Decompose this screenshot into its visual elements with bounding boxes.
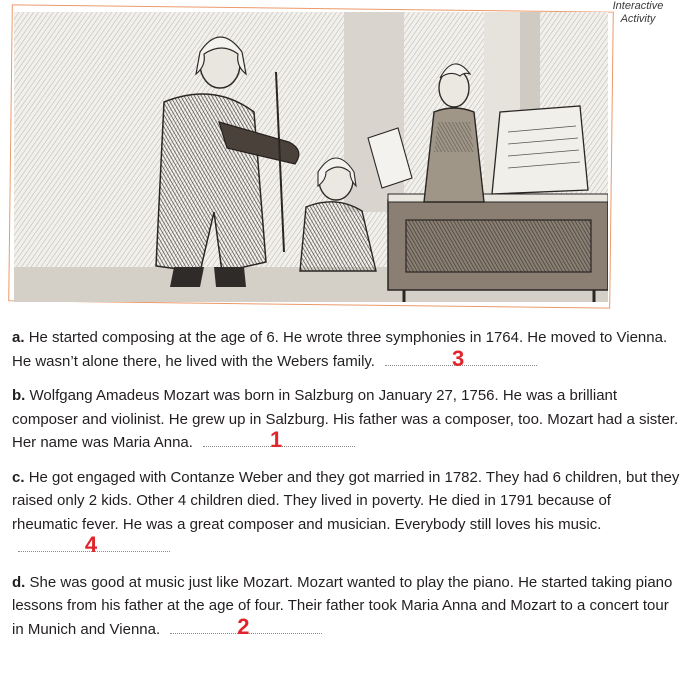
paragraph-text: He got engaged with Contanze Weber and they got married in 1782. They had 6 children, but they raised only 2 kids. Other 4 children died. They lived in poverty. He died in 1791 because of rheumatic fever. He was a great composer and musician. Everybody still loves his music. bbox=[12, 468, 680, 533]
answer-blank[interactable] bbox=[170, 613, 322, 639]
paragraph-text: Wolfgang Amadeus Mozart was born in Salzburg on January 27, 1756. He was a brilliant composer and violinist. He grew up in Salzburg. His father was a composer, too. Mozart had a sister. Her name was Maria Anna. bbox=[12, 387, 679, 451]
paragraph-text: She was good at music just like Mozart. Mozart wanted to play the piano. He started taking piano lessons from his father at the age of four. Their father took Maria Anna and Mozart to a concert tour in Munich and Vienna. bbox=[12, 573, 673, 638]
paragraph-b bbox=[12, 384, 680, 455]
paragraph-letter: b. bbox=[12, 387, 26, 404]
paragraph-c bbox=[12, 466, 680, 560]
answer-number: 4 bbox=[84, 532, 98, 557]
answer-blank[interactable] bbox=[18, 532, 170, 557]
answer-number: 1 bbox=[269, 427, 283, 452]
paragraph-letter: a. bbox=[12, 329, 25, 346]
badge-line-2: Activity bbox=[620, 13, 656, 25]
answer-blank[interactable] bbox=[203, 427, 355, 452]
paragraph-a bbox=[12, 326, 680, 373]
badge-line-1: Interactive bbox=[612, 0, 664, 12]
mozart-family-engraving bbox=[14, 12, 608, 302]
paragraph-d bbox=[12, 571, 680, 642]
paragraph-letter: c. bbox=[12, 468, 25, 486]
paragraph-text: He started composing at the age of 6. He wrote three symphonies in 1764. He moved to Vienna. He wasn’t alone there, he lived with the Webers family. bbox=[12, 329, 668, 370]
answer-number: 2 bbox=[237, 613, 250, 639]
answer-blank[interactable] bbox=[385, 345, 537, 371]
text-paragraphs bbox=[12, 326, 680, 652]
paragraph-letter: d. bbox=[12, 573, 26, 591]
answer-number: 3 bbox=[452, 345, 465, 371]
